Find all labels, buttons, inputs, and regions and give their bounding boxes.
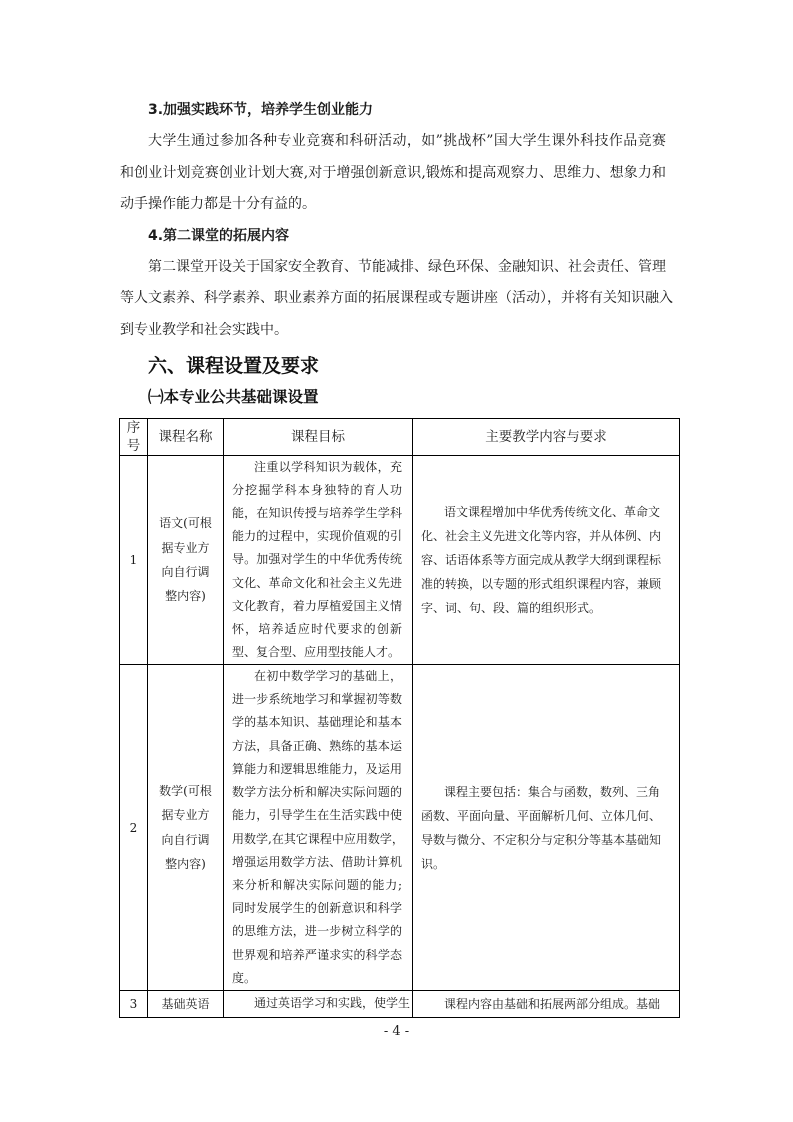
page-number: - 4 - bbox=[383, 1024, 410, 1039]
body-text bbox=[120, 95, 673, 346]
goal-line: 数学方法分析和解决实际问题的 bbox=[232, 785, 402, 800]
goal-line: 通过英语学习和实践，使学生 bbox=[254, 996, 411, 1011]
goal-line: 同时发展学生的创新意识和科学 bbox=[232, 901, 402, 916]
table-cell-no bbox=[120, 456, 148, 665]
header-cell-content bbox=[413, 419, 680, 456]
table-cell-no bbox=[120, 665, 148, 991]
course-name-line: 基础英语 bbox=[161, 996, 210, 1011]
header-text: 课程目标 bbox=[291, 429, 345, 445]
goal-line: 算能力和逻辑思维能力，及运用 bbox=[232, 761, 402, 776]
table-cell-content bbox=[413, 991, 680, 1018]
goal-line: 导。加强对学生的中华优秀传统 bbox=[232, 552, 402, 567]
content-line: 课程主要包括：集合与函数，数列、三角 bbox=[444, 784, 661, 799]
goal-line: 方法，具备正确、熟练的基本运 bbox=[232, 738, 402, 753]
goal-line: 用数学,在其它课程中应用数学， bbox=[232, 831, 404, 846]
course-table bbox=[119, 418, 680, 1018]
goal-line: 文化教育，着力厚植爱国主义情 bbox=[232, 598, 402, 613]
table-cell-goal bbox=[224, 665, 413, 991]
course-name-line: 语文(可根 bbox=[159, 516, 212, 531]
header-text: 课程名称 bbox=[158, 429, 213, 445]
chapter-title: 六、课程设置及要求 bbox=[148, 355, 320, 377]
content-line: 课程内容由基础和拓展两部分组成。基础 bbox=[444, 997, 661, 1011]
content-line: 化、社会主义先进文化等内容，并从体例、内 bbox=[421, 529, 662, 543]
header-text: 号 bbox=[126, 438, 141, 454]
course-name-line: 向自行调 bbox=[161, 832, 210, 847]
goal-line: 度。 bbox=[232, 970, 257, 985]
course-name-line: 据专业方 bbox=[161, 540, 210, 555]
content-line: 字、词、句、段、篇的组织形式。 bbox=[421, 601, 602, 615]
section-heading: 3.加强实践环节，培养学生创业能力 bbox=[148, 102, 374, 118]
table-cell-course-name bbox=[148, 665, 224, 991]
header-text: 主要教学内容与要求 bbox=[485, 429, 607, 445]
course-name-line: 整内容) bbox=[165, 856, 206, 871]
course-name-line: 据专业方 bbox=[161, 808, 210, 823]
content-line: 容、话语体系等方面完成从教学大纲到课程标 bbox=[421, 553, 662, 567]
row-number: 2 bbox=[129, 820, 138, 835]
subsection-title: ㈠本专业公共基础课设置 bbox=[148, 388, 319, 406]
goal-line: 的思维方法，进一步树立科学的 bbox=[232, 924, 402, 939]
goal-line: 能力的过程中，实现价值观的引 bbox=[232, 529, 402, 544]
header-cell-course-name bbox=[148, 419, 224, 456]
content-line: 语文课程增加中华优秀传统文化、革命文 bbox=[444, 505, 661, 519]
table-cell-content bbox=[413, 665, 680, 991]
paragraph-line: 大学生通过参加各种专业竞赛和科研活动，如”挑战杯”国大学生课外科技作品竞赛 bbox=[148, 133, 666, 150]
header-cell-no bbox=[120, 419, 148, 456]
paragraph-line: 到专业教学和社会实践中。 bbox=[120, 321, 288, 338]
row-number: 1 bbox=[129, 553, 138, 567]
content-line: 识。 bbox=[421, 856, 446, 871]
content-line: 函数、平面向量、平面解析几何、立体几何、 bbox=[421, 808, 662, 823]
section-heading: 4.第二课堂的拓展内容 bbox=[148, 227, 290, 244]
course-name-line: 数学(可根 bbox=[159, 783, 212, 798]
table-cell-course-name bbox=[148, 991, 224, 1018]
goal-line: 注重以学科知识为载体，充 bbox=[254, 459, 402, 474]
header-cell-goal bbox=[224, 419, 413, 456]
goal-line: 型、复合型、应用型技能人才。 bbox=[232, 645, 401, 660]
table-cell-goal bbox=[224, 991, 413, 1018]
goal-line: 来分析和解决实际问题的能力; bbox=[232, 877, 402, 892]
goal-line: 在初中数学学习的基础上， bbox=[254, 669, 402, 684]
row-number: 3 bbox=[129, 997, 138, 1011]
content-line: 准的转换，以专题的形式组织课程内容，兼顾 bbox=[421, 577, 662, 591]
paragraph-line: 和创业计划竞赛创业计划大赛,对于增强创新意识,锻炼和提高观察力、思维力、想象力和 bbox=[120, 164, 666, 181]
goal-line: 怀，培养适应时代要求的创新 bbox=[232, 622, 402, 637]
paragraph-line: 动手操作能力都是十分有益的。 bbox=[120, 196, 316, 213]
table-cell-no bbox=[120, 991, 148, 1018]
course-name-line: 向自行调 bbox=[161, 565, 210, 579]
course-name-line: 整内容) bbox=[165, 589, 206, 604]
content-line: 导数与微分、不定积分与定积分等基本基础知 bbox=[421, 832, 662, 847]
goal-line: 进一步系统地学习和掌握初等数 bbox=[232, 692, 402, 707]
table-cell-goal bbox=[224, 456, 413, 665]
goal-line: 能，在知识传授与培养学生学科 bbox=[232, 506, 402, 520]
paragraph-line: 第二课堂开设关于国家安全教育、节能减排、绿色环保、金融知识、社会责任、管理 bbox=[148, 259, 666, 276]
paragraph-line: 等人文素养、科学素养、职业素养方面的拓展课程或专题讲座（活动），并将有关知识融入 bbox=[120, 290, 673, 307]
table-cell-course-name bbox=[148, 456, 224, 665]
goal-line: 文化、革命文化和社会主义先进 bbox=[232, 575, 402, 590]
goal-line: 世界观和培养严谨求实的科学态 bbox=[232, 947, 402, 962]
table-cell-content bbox=[413, 456, 680, 665]
goal-line: 学的基本知识、基础理论和基本 bbox=[232, 715, 402, 730]
goal-line: 分挖掘学科本身独特的育人功 bbox=[232, 482, 402, 497]
goal-line: 能力，引导学生在生活实践中使 bbox=[232, 808, 402, 823]
goal-line: 增强运用数学方法、借助计算机 bbox=[232, 854, 402, 869]
header-text: 序 bbox=[126, 419, 141, 436]
